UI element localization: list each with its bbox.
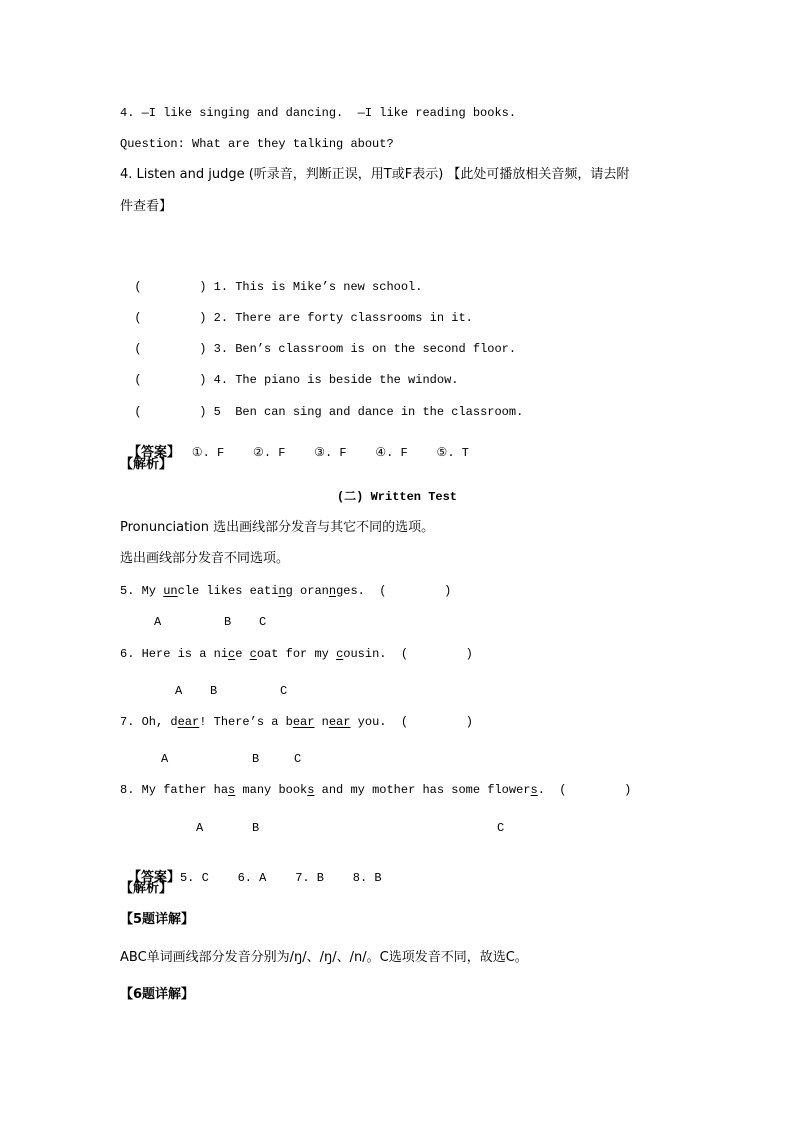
q4-dialogue: 4. —I like singing and dancing. —I like reading books. (120, 106, 517, 120)
option-label-b: B (210, 684, 218, 698)
answer-values: 5. C 6. A 7. B 8. B (179, 871, 382, 885)
item-text: 2. There are forty classrooms in it. (213, 311, 473, 325)
underlined-part-b: s (307, 783, 315, 797)
written-analysis-label: 【解析】 (120, 881, 173, 896)
underlined-part-a: s (228, 783, 236, 797)
option-label-a: A (161, 752, 169, 766)
judge-item-5 (120, 385, 523, 421)
answer-blank[interactable]: ( ) (134, 280, 207, 294)
detail-6-label: 【6题详解】 (120, 987, 195, 1002)
judge-item-4 (120, 353, 458, 389)
underlined-part-a: c (228, 647, 236, 661)
detail-5-label: 【5题详解】 (120, 912, 195, 927)
q4-question: Question: What are they talking about? (120, 137, 394, 151)
option-label-a: A (196, 821, 204, 835)
underlined-part-a: ear (177, 715, 200, 729)
option-label-a: A (175, 684, 183, 698)
option-label-a: A (154, 615, 162, 629)
underlined-part-b: c (249, 647, 257, 661)
listening-answer (120, 425, 469, 462)
section-title-line2: 件查看】 (120, 199, 173, 214)
option-label-c: C (259, 615, 267, 629)
option-label-b: B (252, 752, 260, 766)
item-text: 3. Ben’s classroom is on the second floor. (213, 342, 517, 356)
answer-blank[interactable]: ( ) (134, 373, 207, 387)
answer-label: 【答案】 (127, 870, 180, 885)
question-6: 6. Here is a nice coat for my cousin. ( ) (120, 647, 473, 661)
option-label-b: B (224, 615, 232, 629)
written-test-title: (二) Written Test (336, 490, 458, 504)
listening-analysis-label: 【解析】 (120, 457, 173, 472)
item-text: 4. The piano is beside the window. (213, 373, 459, 387)
underlined-part-b: ear (292, 715, 315, 729)
answer-blank[interactable]: ( ) (134, 342, 207, 356)
answer-values: ①. F ②. F ③. F ④. F ⑤. T (191, 446, 469, 460)
answer-blank[interactable]: ( ) (134, 311, 207, 325)
option-label-c: C (294, 752, 302, 766)
answer-blank[interactable]: ( ) (134, 405, 207, 419)
underlined-part-a: un (163, 584, 178, 598)
underlined-part-c: s (530, 783, 538, 797)
option-label-b: B (252, 821, 260, 835)
section-title-line1: 4. Listen and judge (听录音，判断正误，用T或F表示) 【此处可播放相关音频，请去附 (120, 167, 630, 182)
underlined-part-b: n (278, 584, 286, 598)
item-text: 5 Ben can sing and dance in the classroom. (213, 405, 524, 419)
pronunciation-instruction: Pronunciation 选出画线部分发音与其它不同的选项。 (120, 520, 435, 535)
option-label-c: C (280, 684, 288, 698)
underlined-part-c: ear (328, 715, 351, 729)
item-text: 1. This is Mike’s new school. (213, 280, 423, 294)
question-8: 8. My father has many books and my mother has some flowers. ( ) (120, 783, 632, 797)
question-7: 7. Oh, dear! There’s a bear near you. ( ) (120, 715, 473, 729)
detail-5-text: ABC单词画线部分发音分别为/ŋ/、/ŋ/、/n/。C选项发音不同，故选C。 (120, 950, 528, 965)
option-label-c: C (497, 821, 505, 835)
underlined-part-c: c (336, 647, 344, 661)
pronunciation-instruction-2: 选出画线部分发音不同选项。 (120, 551, 290, 566)
question-5: 5. My uncle likes eating orannges. ( ) (120, 584, 452, 598)
underlined-part-c: n (328, 584, 337, 598)
answer-label: 【答案】 (127, 445, 180, 460)
